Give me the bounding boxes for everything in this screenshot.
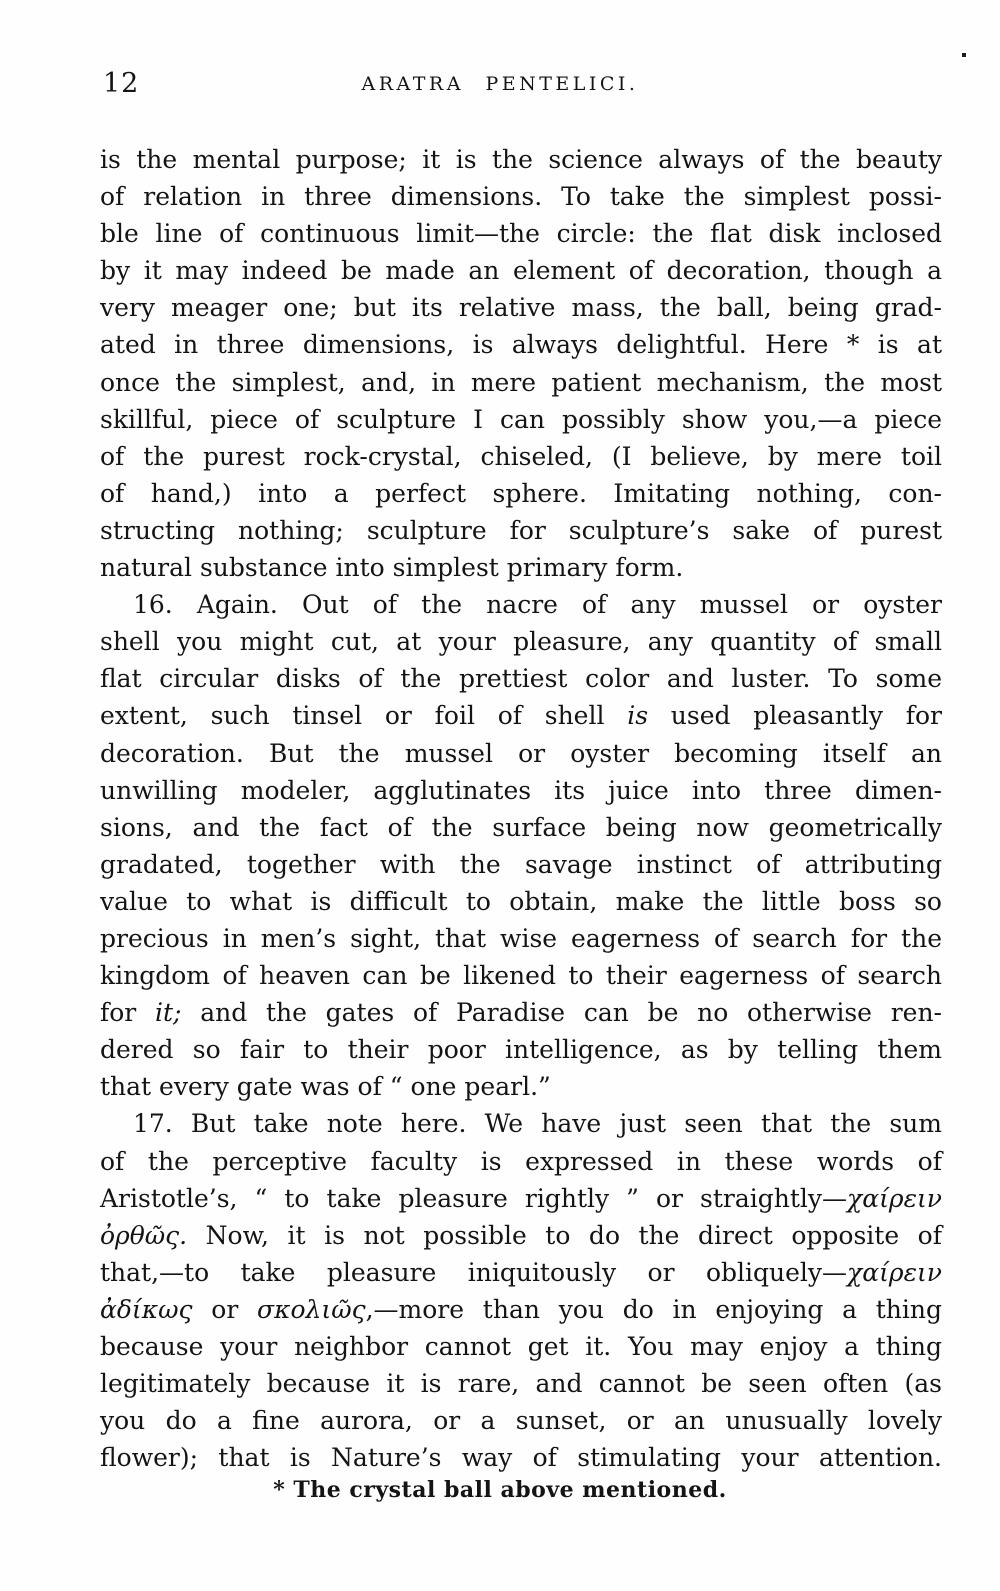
text-line: kingdom of heaven can be likened to their eagerness of search <box>100 961 942 991</box>
page-header <box>0 66 1000 106</box>
paragraph <box>100 1105 942 1476</box>
text-line: precious in men’s sight, that wise eagerness of search for the <box>100 923 942 953</box>
text-line: very meager one; but its relative mass, the ball, being grad- <box>100 293 942 323</box>
text-line: ble line of continuous limit—the circle: the flat disk inclosed <box>100 219 942 249</box>
text-line: Aristotle’s, “ to take pleasure rightly ” or straightly—χαίρειν <box>100 1183 942 1213</box>
text-line: extent, such tinsel or foil of shell is used pleasantly for <box>100 701 942 731</box>
text-line: legitimately because it is rare, and cannot be seen often (as <box>100 1369 942 1399</box>
text-line: structing nothing; sculpture for sculpture’s sake of purest <box>100 515 942 545</box>
running-head: ARATRA PENTELICI. <box>361 73 639 95</box>
text-line: that,—to take pleasure iniquitously or obliquely—χαίρειν <box>100 1257 942 1287</box>
text-line: by it may indeed be made an element of decoration, though a <box>100 256 942 286</box>
text-line: of relation in three dimensions. To take the simplest possi- <box>100 182 942 212</box>
text-line: that every gate was of “ one pearl.” <box>100 1072 551 1102</box>
text-line: value to what is difficult to obtain, make the little boss so <box>100 886 942 916</box>
text-line: because your neighbor cannot get it. You may enjoy a thing <box>100 1332 942 1361</box>
text-line: decoration. But the mussel or oyster becoming itself an <box>100 738 942 768</box>
text-line: 17. But take note here. We have just seen that the sum <box>133 1109 942 1139</box>
text-block <box>100 141 942 1476</box>
text-line: shell you might cut, at your pleasure, any quantity of small <box>100 627 942 657</box>
text-line: for it; and the gates of Paradise can be no otherwise ren- <box>100 998 942 1028</box>
text-line: ated in three dimensions, is always delightful. Here * is at <box>100 330 942 360</box>
text-line: of the perceptive faculty is expressed in these words of <box>100 1146 942 1176</box>
footnote: * The crystal ball above mentioned. <box>273 1477 727 1503</box>
text-line: flat circular disks of the prettiest color and luster. To some <box>100 664 942 694</box>
text-line: gradated, together with the savage instinct of attributing <box>100 849 942 879</box>
paragraph <box>100 141 942 586</box>
text-line: 16. Again. Out of the nacre of any mussel or oyster <box>133 590 942 620</box>
text-line: flower); that is Nature’s way of stimulating your attention. <box>100 1443 942 1473</box>
text-line: natural substance into simplest primary form. <box>100 553 684 583</box>
text-line: ἀδίκως or σκολιῶς,—more than you do in enjoying a thing <box>100 1294 942 1324</box>
scan-speck <box>962 53 966 57</box>
text-line: of the purest rock-crystal, chiseled, (I believe, by mere toil <box>100 441 942 471</box>
text-line: skillful, piece of sculpture I can possibly show you,—a piece <box>100 404 942 434</box>
text-line: is the mental purpose; it is the science always of the beauty <box>100 145 942 174</box>
text-line: of hand,) into a perfect sphere. Imitating nothing, con- <box>100 478 942 508</box>
text-line: sions, and the fact of the surface being now geometrically <box>100 812 942 842</box>
page-number: 12 <box>103 68 140 99</box>
paragraph <box>100 586 942 1105</box>
text-line: ὀρθῶς. Now, it is not possible to do the direct opposite of <box>100 1220 942 1250</box>
text-line: once the simplest, and, in mere patient mechanism, the most <box>100 367 942 397</box>
text-line: unwilling modeler, agglutinates its juice into three dimen- <box>100 775 942 805</box>
text-line: you do a fine aurora, or a sunset, or an unusually lovely <box>100 1406 942 1436</box>
text-line: dered so fair to their poor intelligence, as by telling them <box>100 1035 942 1065</box>
